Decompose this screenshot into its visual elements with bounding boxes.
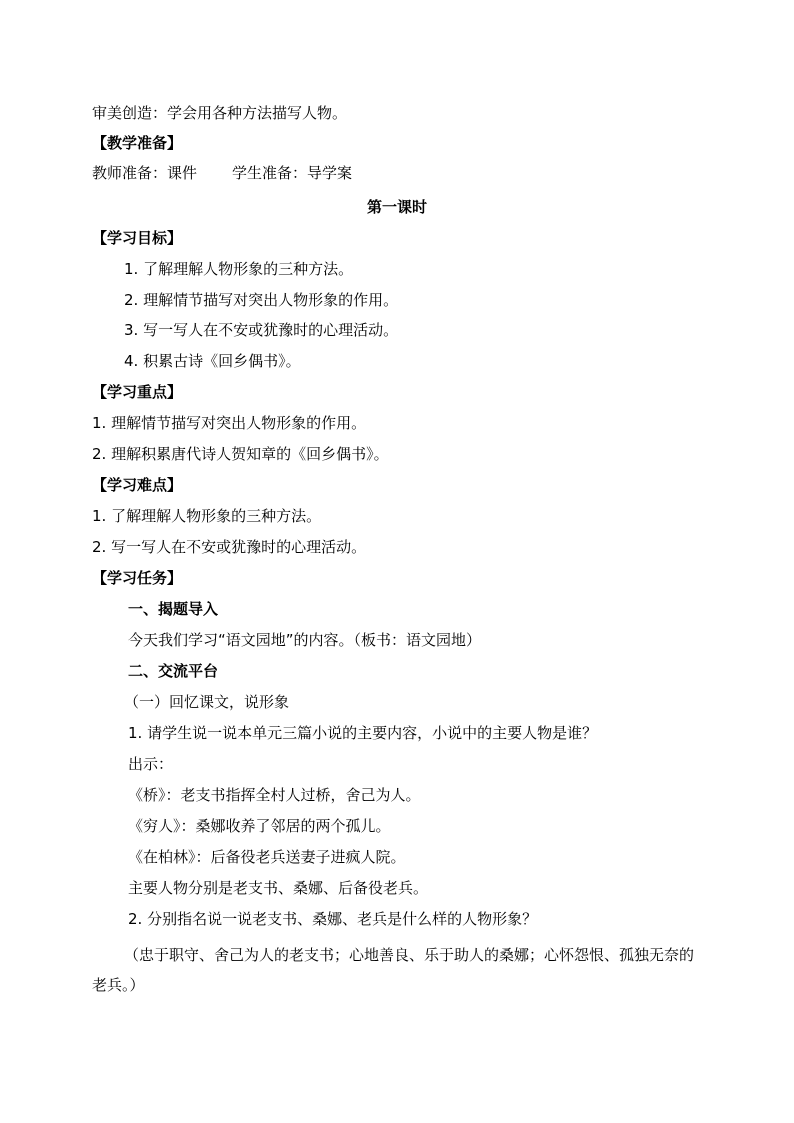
- poor-people-summary: 《穷人》：桑娜收养了邻居的两个孤儿。: [128, 817, 391, 835]
- teacher-preparation: 教师准备：课件: [92, 164, 198, 182]
- learning-key-points-heading: 【学习重点】: [92, 383, 183, 401]
- key-point-1: 1. 理解情节描写对突出人物形象的作用。: [92, 414, 367, 432]
- difficulty-2: 2. 写一写人在不安或犹豫时的心理活动。: [92, 538, 367, 556]
- answer-paragraph: （忠于职守、舍己为人的老支书；心地善良、乐于助人的桑娜；心怀怨恨、孤独无奈的老兵。）: [92, 946, 695, 994]
- aesthetic-creation-line: 审美创造：学会用各种方法描写人物。: [92, 104, 348, 122]
- goal-item-3: 3. 写一写人在不安或犹豫时的心理活动。: [124, 321, 399, 339]
- bridge-summary: 《桥》：老支书指挥全村人过桥，舍己为人。: [128, 786, 421, 804]
- learning-goals-heading: 【学习目标】: [92, 229, 183, 247]
- main-characters-line: 主要人物分别是老支书、桑娜、后备役老兵。: [128, 879, 429, 897]
- learning-tasks-heading: 【学习任务】: [92, 569, 183, 587]
- intro-paragraph: 今天我们学习“语文园地”的内容。（板书：语文园地）: [128, 631, 482, 649]
- difficulty-1: 1. 了解理解人物形象的三种方法。: [92, 507, 322, 525]
- subsection-1-heading: （一）回忆课文，说形象: [124, 693, 290, 711]
- question-1: 1. 请学生说一说本单元三篇小说的主要内容，小说中的主要人物是谁？: [128, 724, 598, 742]
- in-berlin-summary: 《在柏林》：后备役老兵送妻子进疯人院。: [128, 848, 406, 866]
- section-1-heading: 一、揭题导入: [128, 600, 219, 618]
- goal-item-4: 4. 积累古诗《回乡偶书》。: [124, 352, 301, 370]
- goal-item-1: 1. 了解理解人物形象的三种方法。: [124, 260, 354, 278]
- student-preparation: 学生准备：导学案: [232, 164, 353, 182]
- key-point-2: 2. 理解积累唐代诗人贺知章的《回乡偶书》。: [92, 445, 389, 463]
- learning-difficulties-heading: 【学习难点】: [92, 476, 183, 494]
- goal-item-2: 2. 理解情节描写对突出人物形象的作用。: [124, 291, 399, 309]
- teaching-preparation-heading: 【教学准备】: [92, 134, 183, 152]
- section-2-heading: 二、交流平台: [128, 662, 219, 680]
- lesson-title: 第一课时: [366, 198, 427, 216]
- question-2: 2. 分别指名说一说老支书、桑娜、老兵是什么样的人物形象？: [128, 910, 538, 928]
- show-label: 出示：: [128, 755, 174, 773]
